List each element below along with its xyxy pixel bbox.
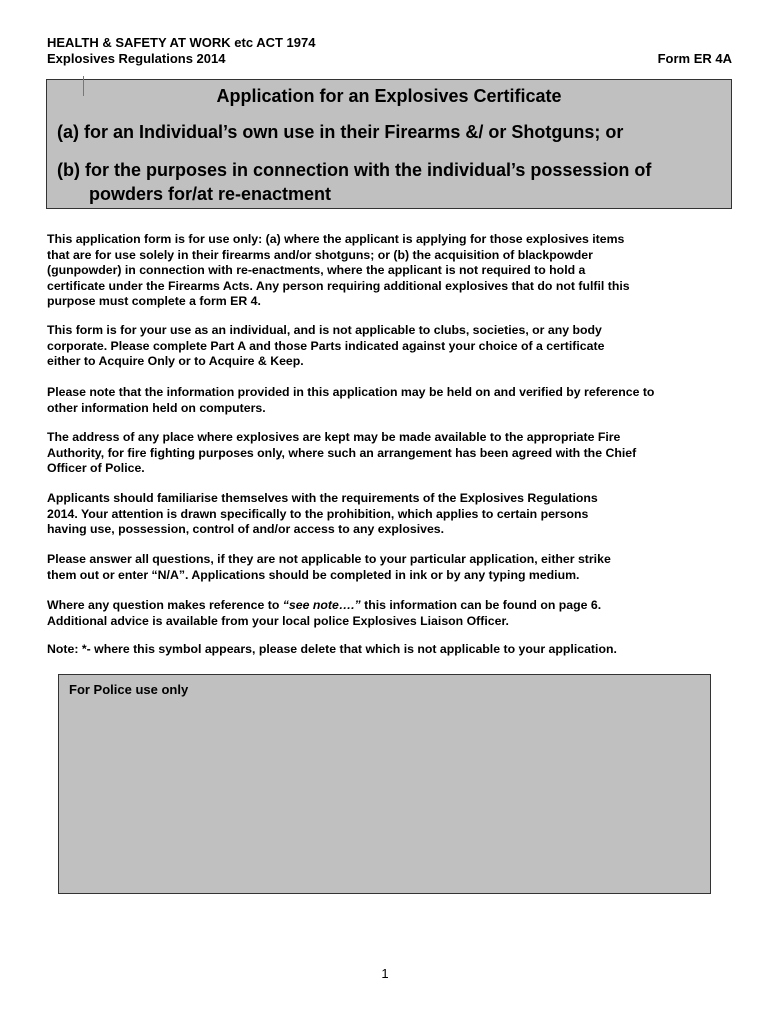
see-note-after: this information can be found on page 6. Additional advice is available from your local police Explosives Liaison Officer. — [47, 598, 602, 628]
paragraph-regulations: Applicants should familiarise themselves with the requirements of the Explosives Regulations 2014. Your attention is drawn specifically to the prohibition, which applies to certain persons having use, possession, control of and/or access to any explosives. — [47, 491, 598, 537]
act-heading: HEALTH & SAFETY AT WORK etc ACT 1974 — [47, 35, 316, 50]
police-use-label: For Police use only — [69, 682, 189, 697]
paragraph-data-notice: Please note that the information provided in this application may be held on and verified by reference to other information held on computers. — [47, 385, 655, 415]
paragraph-see-note — [47, 598, 755, 629]
regulations-heading: Explosives Regulations 2014 — [47, 51, 226, 66]
title-box — [46, 79, 732, 209]
page-title: Application for an Explosives Certificate — [216, 86, 562, 106]
see-note-before: Where any question makes reference to — [47, 598, 283, 612]
paragraph-instructions: Please answer all questions, if they are not applicable to your particular application, either strike them out or enter “N/A”. Applications should be completed in ink or by any typing medium. — [47, 552, 611, 582]
title-option-b: (b) for the purposes in connection with the individual’s possession of powders for/at re-enactment — [57, 160, 652, 204]
paragraph-symbol-note: Note: *- where this symbol appears, please delete that which is not applicable to your application. — [47, 642, 617, 656]
page-number: 1 — [381, 966, 389, 981]
police-use-box — [58, 674, 711, 894]
paragraph-fire-authority: The address of any place where explosives are kept may be made available to the appropriate Fire Authority, for fire fighting purposes only, where such an arrangement has been agreed with the Chief Officer of Police. — [47, 430, 637, 476]
title-option-a: (a) for an Individual’s own use in their Firearms &/ or Shotguns; or — [57, 122, 624, 142]
form-code: Form ER 4A — [657, 51, 732, 66]
paragraph-purpose: This application form is for use only: (a) where the applicant is applying for those explosives items that are for use solely in their firearms and/or shotguns; or (b) the acquisition of blackpowder (gunpowder) in connection with re-enactments, where the applicant is not required to hold a certificate under the Firearms Acts. Any person requiring additional explosives that do not fulfil this purpose must complete a form ER 4. — [47, 232, 630, 309]
paragraph-individual-use: This form is for your use as an individual, and is not applicable to clubs, societies, or any body corporate. Please complete Part A and those Parts indicated against your choice of a certificate either to Acquire Only or to Acquire & Keep. — [47, 323, 605, 369]
see-note-reference: “see note….” — [282, 598, 361, 612]
